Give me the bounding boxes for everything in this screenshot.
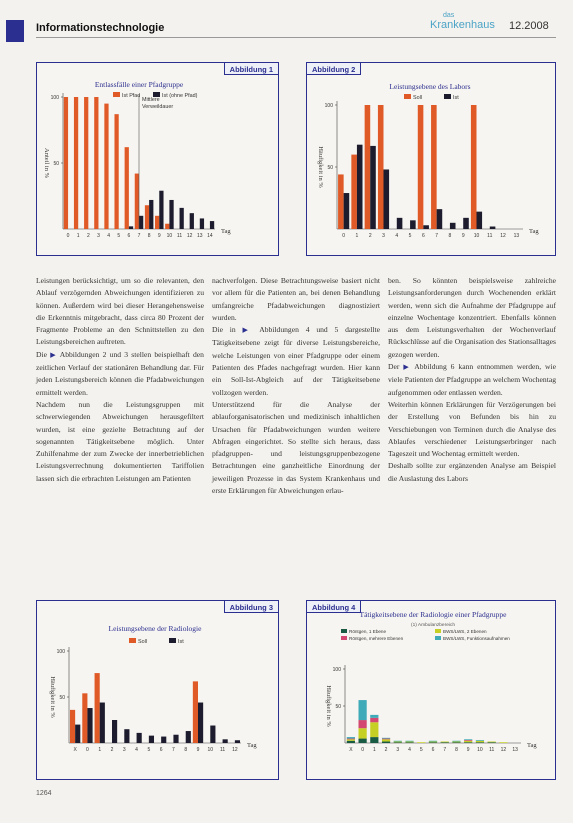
bar-segment bbox=[464, 740, 472, 741]
bar-ist bbox=[437, 209, 443, 229]
x-axis-label: Tag bbox=[527, 742, 537, 749]
bar-ist bbox=[173, 735, 178, 743]
bar-ist bbox=[159, 191, 163, 229]
x-tick-label: 3 bbox=[122, 747, 126, 753]
x-tick-label: 4 bbox=[135, 747, 138, 753]
y-tick-label: 100 bbox=[332, 667, 341, 673]
x-tick-label: 5 bbox=[408, 233, 412, 239]
bar-ist bbox=[423, 225, 429, 229]
bar-ist bbox=[477, 212, 483, 229]
bar-segment bbox=[382, 739, 390, 740]
paragraph: Unterstützend für die Analyse der ablauforganisatorischen und medizinisch inhaltlichen Ursachen für Pfadabweichungen wurden weitere Abfragen eingerichtet. So stellte sich heraus, dass pfadgruppen- und leistungsgruppenbezogene Betrachtungen eine ganzheitliche Einordnung der jeweiligen Prozesse in das System Krankenhaus und erste Erklärungen für Abweichungen erlau- bbox=[212, 399, 380, 496]
x-axis-label: Tag bbox=[247, 742, 257, 749]
legend-label: BWS/LWS, 2 Ebenen bbox=[443, 629, 487, 634]
bar-ist bbox=[198, 703, 203, 743]
bar-ist bbox=[169, 200, 173, 229]
x-tick-label: 8 bbox=[448, 233, 452, 239]
bar-ist bbox=[100, 703, 105, 743]
legend-swatch bbox=[129, 638, 136, 643]
bar-segment bbox=[452, 742, 460, 743]
bar-segment bbox=[488, 742, 496, 743]
bar-segment bbox=[347, 741, 355, 743]
x-tick-label: 6 bbox=[421, 233, 425, 239]
bar-segment bbox=[394, 741, 402, 742]
bar-ist bbox=[384, 169, 390, 229]
bar-soll bbox=[351, 155, 357, 229]
x-tick-label: 12 bbox=[232, 747, 238, 753]
legend-label: Soll bbox=[138, 639, 147, 645]
bar-segment bbox=[394, 742, 402, 743]
y-axis-label: Häufigkeit in % bbox=[325, 685, 332, 727]
paragraph-lead: Die in bbox=[212, 325, 236, 335]
legend-label: Röntgen, mehrere Ebenen bbox=[349, 636, 404, 641]
x-tick-label: 1 bbox=[372, 747, 376, 753]
paragraph-text: Abbildungen 2 und 3 stellen beispielhaft den zeitlichen Verlauf der stationären Behandlung dar. Für jeden Leistungsbereich können die Pfadabweichungen ermittelt werden. bbox=[36, 349, 204, 397]
bar-ist bbox=[149, 200, 153, 229]
x-tick-label: 13 bbox=[197, 233, 203, 239]
header-rule bbox=[36, 37, 556, 38]
x-tick-label: 7 bbox=[137, 233, 141, 239]
paragraph: Leistungen berücksichtigt, um so die relevanten, den Ablauf verzögernden Abweichungen identifizieren zu können. Außerdem wird bei dieser Herangehensweise die Erkenntnis mitgebracht, dass circa 80 Prozent der Fragmente Probleme an den Schnittstellen zu den Leistungsbereichen auftreten. bbox=[36, 276, 204, 347]
x-tick-label: 10 bbox=[166, 233, 173, 239]
bar-segment bbox=[464, 741, 472, 742]
paragraph-lead: Der bbox=[388, 362, 400, 372]
bar-segment bbox=[452, 742, 460, 743]
bar-ist bbox=[200, 218, 204, 229]
x-tick-label: 7 bbox=[172, 747, 175, 753]
paragraph-text: Abbildungen 4 und 5 dargestellte Tätigkeitsebene zeigt für diverse Leistungsbereiche, welche Leistungen von einer Pfadgruppe oder einem Patienten des Pfades nachgefragt wurden. Hier kann ein Soll-Ist-Abgleich auf der Tätigkeitsebene vollzogen werden. bbox=[212, 325, 380, 397]
bar-ist bbox=[357, 145, 363, 229]
y-tick-label: 100 bbox=[324, 103, 333, 109]
bar-soll bbox=[338, 174, 344, 229]
x-tick-label: 6 bbox=[431, 747, 435, 753]
legend-swatch bbox=[435, 636, 441, 640]
legend-label: Röntgen, 1 Ebene bbox=[349, 629, 387, 634]
x-tick-label: 3 bbox=[382, 233, 385, 239]
x-tick-label: 7 bbox=[443, 747, 447, 753]
bar-segment bbox=[429, 742, 437, 743]
paragraph bbox=[388, 361, 556, 399]
x-tick-label: 11 bbox=[176, 233, 183, 239]
section-title: Informationstechnologie bbox=[36, 22, 165, 34]
bar-ist bbox=[149, 736, 154, 743]
x-tick-label: 6 bbox=[159, 747, 163, 753]
x-tick-label: 0 bbox=[86, 747, 89, 753]
bar-segment bbox=[358, 720, 366, 728]
bar-segment bbox=[476, 742, 484, 743]
x-tick-label: 12 bbox=[186, 233, 193, 239]
y-tick-label: 50 bbox=[53, 161, 59, 167]
bar-soll bbox=[418, 105, 424, 229]
bar-soll bbox=[165, 224, 169, 229]
x-tick-label: 9 bbox=[196, 747, 200, 753]
bar-soll bbox=[95, 673, 100, 743]
figure-1-panel bbox=[36, 62, 279, 256]
page-number: 1264 bbox=[36, 790, 52, 797]
legend-swatch bbox=[404, 94, 411, 99]
chart-title: Leistungsebene der Radiologie bbox=[108, 624, 202, 633]
x-tick-label: 0 bbox=[342, 233, 346, 239]
paragraph-lead: Die bbox=[36, 349, 47, 359]
y-axis-label: Anteil in % bbox=[43, 148, 50, 178]
x-tick-label: 5 bbox=[419, 747, 423, 753]
bar-soll bbox=[125, 147, 129, 229]
y-tick-label: 100 bbox=[56, 649, 65, 655]
paragraph bbox=[212, 324, 380, 399]
legend-swatch bbox=[169, 638, 176, 643]
chart-subtitle: (1) Ambulanzbereich bbox=[411, 623, 455, 628]
figure-2-tag: Abbildung 2 bbox=[306, 62, 361, 75]
annotation-label: Mittlere bbox=[142, 97, 160, 103]
bar-segment bbox=[452, 741, 460, 742]
x-tick-label: 13 bbox=[512, 747, 518, 753]
paragraph: nachverfolgen. Diese Betrachtungsweise basiert nicht vor allem für die Patienten an, bei denen Behandlung umfangreiche Pfadabweichungen diagnostiziert wurden. bbox=[212, 276, 380, 322]
y-axis-label: Häufigkeit in % bbox=[317, 146, 324, 188]
bar-segment bbox=[441, 742, 449, 743]
bar-soll bbox=[193, 681, 198, 743]
bar-segment bbox=[476, 741, 484, 742]
x-tick-label: X bbox=[73, 747, 77, 753]
paragraph: Weiterhin können Erklärungen für Verzögerungen bei der Erstellung von Befunden bis hin zu Verschiebungen von Terminen durch die Analyse des Ablaufes verschiedener Leistungserbringer nach Tageszeit und Wochentag ermittelt werden. bbox=[388, 399, 556, 459]
bar-segment bbox=[429, 742, 437, 743]
bar-ist bbox=[190, 213, 194, 229]
bar-segment bbox=[382, 739, 390, 741]
bar-ist bbox=[124, 729, 129, 743]
annotation-label: Verweildauer bbox=[142, 104, 174, 110]
bar-segment bbox=[370, 722, 378, 737]
bar-soll bbox=[135, 174, 139, 229]
x-tick-label: 7 bbox=[435, 233, 439, 239]
bar-ist bbox=[180, 208, 184, 229]
arrow-icon: ▶ bbox=[242, 327, 253, 335]
article-body bbox=[36, 275, 556, 595]
bar-soll bbox=[365, 105, 371, 229]
bar-segment bbox=[405, 742, 413, 743]
legend-label: BWS/LWS, Funktionsaufnahmen bbox=[443, 636, 510, 641]
bar-ist bbox=[186, 731, 191, 743]
bar-segment bbox=[417, 742, 425, 743]
legend-label: Ist bbox=[178, 639, 184, 645]
y-axis-label: Häufigkeit in % bbox=[49, 676, 56, 718]
x-tick-label: 0 bbox=[66, 233, 70, 239]
y-tick-label: 50 bbox=[59, 695, 65, 701]
bar-segment bbox=[394, 742, 402, 743]
x-tick-label: 12 bbox=[500, 233, 506, 239]
bar-ist bbox=[463, 218, 469, 229]
x-tick-label: 9 bbox=[461, 233, 465, 239]
legend-label: Soll bbox=[413, 95, 422, 101]
bar-segment bbox=[347, 739, 355, 740]
bar-segment bbox=[429, 741, 437, 742]
bar-ist bbox=[210, 221, 214, 229]
bar-ist bbox=[139, 216, 143, 229]
legend-swatch bbox=[341, 636, 347, 640]
x-tick-label: 6 bbox=[127, 233, 131, 239]
legend-swatch bbox=[444, 94, 451, 99]
bar-ist bbox=[370, 146, 376, 229]
x-tick-label: 10 bbox=[477, 747, 483, 753]
x-tick-label: 4 bbox=[408, 747, 411, 753]
arrow-icon: ▶ bbox=[403, 364, 411, 372]
bar-segment bbox=[358, 728, 366, 738]
bar-ist bbox=[210, 726, 215, 743]
bar-ist bbox=[75, 725, 80, 743]
chart-title: Entlassfälle einer Pfadgruppe bbox=[94, 80, 184, 89]
arrow-icon: ▶ bbox=[50, 351, 57, 359]
bar-soll bbox=[64, 97, 68, 229]
figure-1-tag: Abbildung 1 bbox=[224, 62, 279, 75]
x-tick-label: 11 bbox=[489, 747, 495, 753]
legend-swatch bbox=[435, 629, 441, 633]
figure-3-tag: Abbildung 3 bbox=[224, 600, 279, 613]
x-tick-label: 13 bbox=[513, 233, 520, 239]
bar-segment bbox=[382, 738, 390, 739]
figure-2-chart bbox=[307, 63, 557, 257]
x-tick-label: 4 bbox=[107, 233, 110, 239]
bar-ist bbox=[235, 740, 240, 743]
legend-label: Ist (ohne Pfad) bbox=[162, 93, 198, 99]
legend-label: Ist bbox=[453, 95, 459, 101]
y-tick-label: 50 bbox=[327, 165, 333, 171]
x-tick-label: 8 bbox=[184, 747, 188, 753]
x-tick-label: 4 bbox=[395, 233, 399, 239]
issue-date: 12.2008 bbox=[509, 20, 549, 32]
x-tick-label: 2 bbox=[86, 233, 90, 239]
bar-segment bbox=[476, 740, 484, 741]
legend-label: Ist Pfad bbox=[122, 93, 141, 99]
x-tick-label: 5 bbox=[117, 233, 121, 239]
text-column-1 bbox=[36, 275, 204, 485]
bar-ist bbox=[410, 220, 416, 229]
x-tick-label: 10 bbox=[207, 747, 214, 753]
x-tick-label: 1 bbox=[76, 233, 80, 239]
bar-ist bbox=[87, 708, 92, 743]
bar-soll bbox=[471, 105, 477, 229]
bar-soll bbox=[145, 205, 149, 229]
x-tick-label: X bbox=[349, 747, 353, 753]
x-tick-label: 8 bbox=[455, 747, 458, 753]
x-tick-label: 2 bbox=[368, 233, 372, 239]
x-tick-label: 5 bbox=[147, 747, 151, 753]
bar-segment bbox=[441, 742, 449, 743]
x-tick-label: 11 bbox=[487, 233, 493, 239]
text-column-2 bbox=[212, 275, 380, 497]
x-tick-label: 14 bbox=[207, 233, 213, 239]
figure-3-panel bbox=[36, 600, 279, 780]
figure-1-chart bbox=[37, 63, 280, 257]
bar-ist bbox=[129, 226, 133, 229]
bar-segment bbox=[382, 742, 390, 743]
figure-2-panel bbox=[306, 62, 556, 256]
figure-4-panel bbox=[306, 600, 556, 780]
logo-prefix: das bbox=[443, 12, 455, 19]
x-tick-label: 11 bbox=[219, 747, 226, 753]
bar-segment bbox=[370, 737, 378, 743]
bar-ist bbox=[137, 733, 142, 743]
y-tick-label: 50 bbox=[335, 704, 341, 710]
x-tick-label: 12 bbox=[500, 747, 507, 753]
x-tick-label: 10 bbox=[473, 233, 480, 239]
bar-soll bbox=[104, 104, 108, 229]
x-tick-label: 3 bbox=[396, 747, 400, 753]
bar-segment bbox=[464, 739, 472, 740]
bar-soll bbox=[114, 114, 118, 229]
bar-soll bbox=[155, 216, 159, 229]
bar-segment bbox=[347, 737, 355, 738]
bar-ist bbox=[344, 193, 350, 229]
bar-segment bbox=[405, 741, 413, 742]
paragraph: ben. So könnten beispielsweise zahlreiche Leistungsanforderungen durch Wochenenden erklärt werden, wenn sich die Aufnahme der Pfadgruppe auf einzelne Wochentage konzentriert. Ebenfalls können aus dem Leistungsverhalten der Wochenverlauf Rückschlüsse auf die Organisation des Stationsalltages gezogen werden. bbox=[388, 276, 556, 359]
bar-soll bbox=[70, 710, 75, 743]
x-tick-label: 9 bbox=[157, 233, 161, 239]
bar-ist bbox=[223, 739, 228, 743]
bar-ist bbox=[112, 720, 117, 743]
y-tick-label: 100 bbox=[50, 95, 59, 101]
paragraph: Nachdem nun die Leistungsgruppen mit schwerwiegenden Abweichungen herausgefiltert wurden, ist eine gezielte Betrachtung auf der sogenannten Tätigkeitsebene möglich. Unter Zuhilfenahme der zum Zwecke der innerbetrieblichen Leistungsverrechnung dokumentierten Tariffolien lassen sich die erbrachten Leistungen am Patienten bbox=[36, 399, 204, 483]
bar-segment bbox=[347, 739, 355, 740]
x-tick-label: 2 bbox=[384, 747, 388, 753]
bar-ist bbox=[161, 737, 166, 743]
bar-segment bbox=[358, 739, 366, 743]
bar-segment bbox=[488, 742, 496, 743]
bar-ist bbox=[490, 227, 496, 229]
bar-segment bbox=[405, 742, 413, 743]
x-tick-label: 9 bbox=[466, 747, 470, 753]
paragraph-text: Abbildung 6 kann entnommen werden, wie viele Patienten der Pfadgruppe an welchem Wochentag aufgenommen oder entlassen werden. bbox=[388, 362, 556, 397]
x-tick-label: 1 bbox=[98, 747, 102, 753]
figure-4-tag: Abbildung 4 bbox=[306, 600, 361, 613]
bar-soll bbox=[94, 97, 98, 229]
logo: Krankenhaus bbox=[430, 19, 495, 31]
legend-swatch bbox=[113, 92, 120, 97]
x-tick-label: 0 bbox=[361, 747, 364, 753]
chart-title: Leistungsebene des Labors bbox=[389, 82, 471, 91]
bar-segment bbox=[370, 718, 378, 722]
section-marker bbox=[6, 20, 24, 42]
figure-4-chart bbox=[307, 601, 557, 781]
bar-soll bbox=[431, 105, 437, 229]
bar-soll bbox=[84, 97, 88, 229]
bar-ist bbox=[397, 218, 403, 229]
bar-segment bbox=[358, 700, 366, 720]
bar-segment bbox=[464, 742, 472, 743]
bar-soll bbox=[82, 693, 87, 743]
x-axis-label: Tag bbox=[221, 228, 231, 235]
x-tick-label: 2 bbox=[110, 747, 114, 753]
x-axis-label: Tag bbox=[529, 228, 539, 235]
bar-segment bbox=[370, 715, 378, 718]
bar-soll bbox=[74, 97, 78, 229]
bar-soll bbox=[378, 105, 384, 229]
chart-title: Tätigkeitsebene der Radiologie einer Pfadgruppe bbox=[359, 610, 507, 619]
text-column-3 bbox=[388, 275, 556, 485]
paragraph bbox=[36, 349, 204, 399]
bar-ist bbox=[450, 223, 456, 229]
x-tick-label: 3 bbox=[97, 233, 100, 239]
figure-3-chart bbox=[37, 601, 280, 781]
legend-swatch bbox=[341, 629, 347, 633]
bar-segment bbox=[499, 742, 507, 743]
paragraph: Deshalb sollte zur ergänzenden Analyse am Beispiel die Auslastung des Labors bbox=[388, 461, 556, 483]
x-tick-label: 8 bbox=[147, 233, 151, 239]
x-tick-label: 1 bbox=[355, 233, 359, 239]
